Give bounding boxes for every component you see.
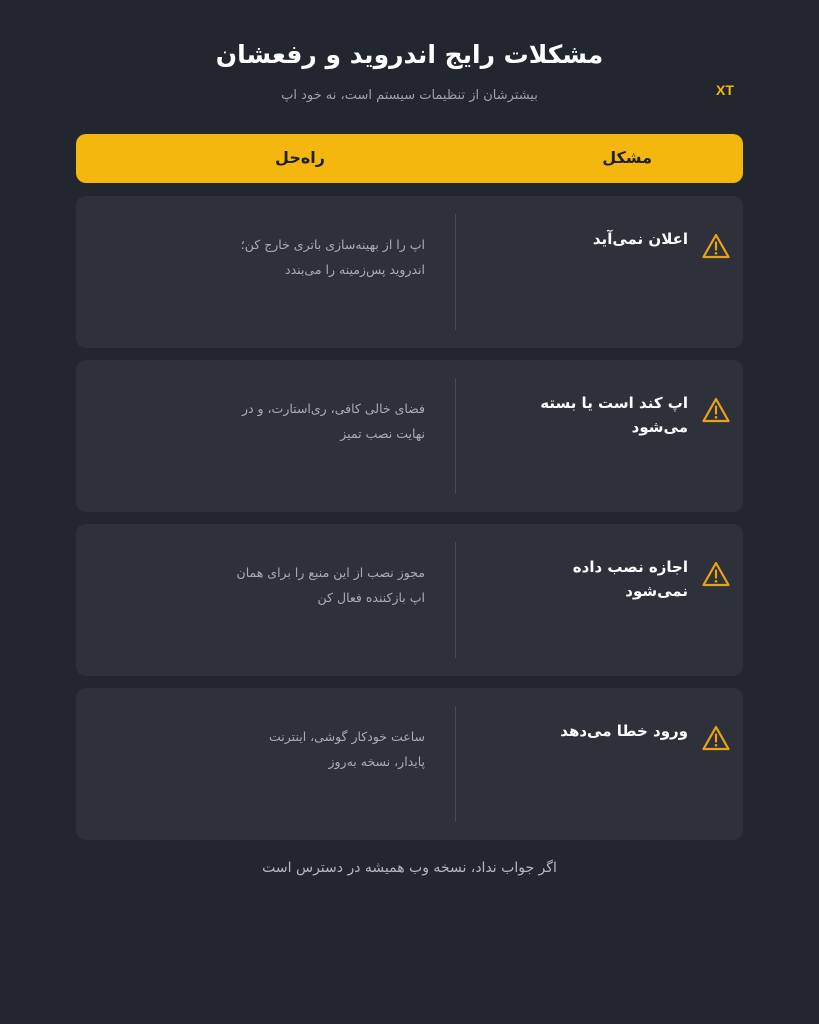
table-row [76, 688, 743, 840]
row-divider [455, 378, 456, 494]
row-solution: مجوز نصب از این منبع را برای همان اپ بازکننده فعال کن [236, 565, 425, 605]
brand-logo: XT [716, 82, 734, 98]
warning-icon [702, 561, 730, 587]
page-subtitle: بیشترشان از تنظیمات سیستم است، نه خود اپ [281, 88, 538, 103]
table-row [76, 360, 743, 512]
table-header [76, 134, 743, 183]
row-solution: اپ را از بهینه‌سازی باتری خارج کن؛ اندروید پس‌زمینه را می‌بندد [240, 237, 425, 277]
row-problem: اجازه نصب داده نمی‌شود [572, 558, 688, 600]
table-row [76, 524, 743, 676]
warning-icon [702, 233, 730, 259]
row-problem: ورود خطا می‌دهد [560, 722, 688, 740]
row-divider [455, 542, 456, 658]
header-solution: راه‌حل [275, 148, 325, 167]
row-problem: اعلان نمی‌آید [592, 230, 688, 248]
page-title: مشکلات رایج اندروید و رفعشان [215, 40, 604, 69]
row-problem: اپ کند است یا بسته می‌شود [540, 394, 688, 436]
warning-icon [702, 397, 730, 423]
row-solution: ساعت خودکار گوشی، اینترنت پایدار، نسخه به‌روز [269, 729, 425, 769]
footer-note: اگر جواب نداد، نسخه وب همیشه در دسترس است [262, 860, 557, 876]
row-divider [455, 706, 456, 822]
header-problem: مشکل [602, 148, 652, 167]
warning-icon [702, 725, 730, 751]
table-row [76, 196, 743, 348]
row-divider [455, 214, 456, 330]
row-solution: فضای خالی کافی، ری‌استارت، و در نهایت نصب تمیز [241, 401, 425, 441]
